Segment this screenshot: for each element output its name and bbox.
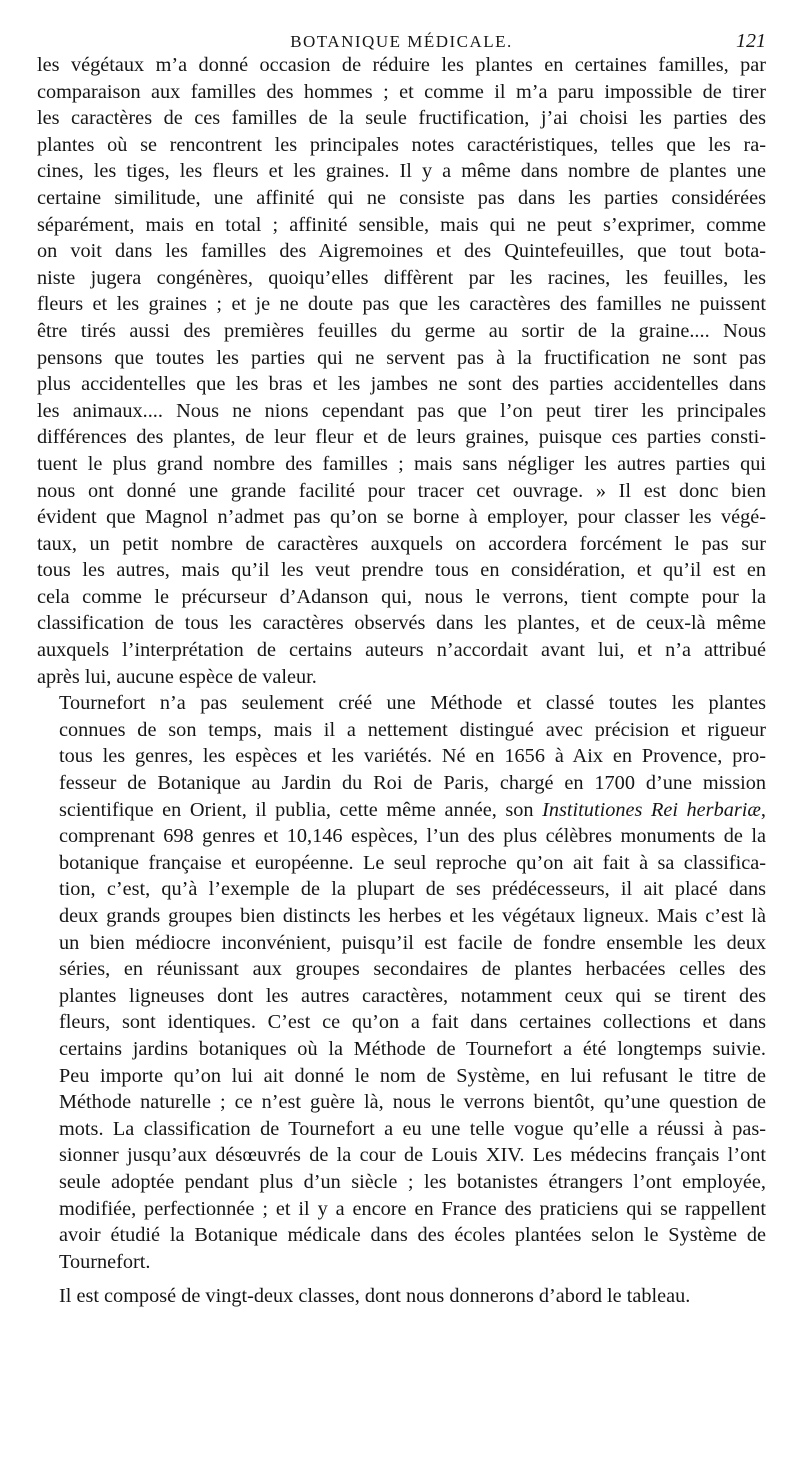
text-line: cines, les tiges, les fleurs et les graines. Il y a même dans nombre de plantes une	[37, 160, 766, 183]
text-line: nous ont donné une grande facilité pour tracer cet ouvrage. » Il est donc bien	[37, 479, 766, 502]
text-line: certains jardins botaniques où la Méthode de Tournefort a été longtemps suivie.	[59, 1037, 766, 1060]
text-line: Peu importe qu’on lui ait donné le nom de Système, en lui refusant le titre de	[59, 1064, 766, 1087]
text-line: fesseur de Botanique au Jardin du Roi de Paris, chargé en 1700 d’une mission	[59, 772, 766, 795]
text-line: cela comme le précurseur d’Adanson qui, nous le verrons, tient compte pour la	[37, 585, 766, 608]
text-line: tuent le plus grand nombre des familles ; mais sans négliger les autres parties qui	[37, 452, 766, 475]
text-line: séries, en réunissant aux groupes secondaires de plantes herbacées celles des	[59, 958, 766, 981]
text-line: Tournefort n’a pas seulement créé une Méthode et classé toutes les plantes	[59, 692, 766, 715]
text-line: classification de tous les caractères observés dans les plantes, et de ceux-là même	[37, 612, 766, 635]
text-line: Il est composé de vingt-deux classes, dont nous donnerons d’abord le tableau.	[59, 1285, 691, 1308]
text-line: modifiée, perfectionnée ; et il y a encore en France des praticiens qui se rappellent	[59, 1197, 766, 1220]
text-line: sionner jusqu’aux désœuvrés de la cour de Louis XIV. Les médecins français l’ont	[59, 1144, 766, 1167]
text-line: Tournefort.	[59, 1250, 151, 1273]
text-line: un bien médiocre inconvénient, puisqu’il est facile de fondre ensemble les deux	[59, 931, 766, 954]
text-line: différences des plantes, de leur fleur et de leurs graines, puisque ces parties consti-	[37, 426, 766, 449]
text-line: évident que Magnol n’admet pas qu’on se borne à employer, pour classer les végé-	[37, 506, 766, 529]
text-line: après lui, aucune espèce de valeur.	[37, 665, 317, 688]
text-line: séparément, mais en total ; affinité sensible, mais qui ne peut s’exprimer, comme	[37, 213, 766, 236]
text-line: avoir étudié la Botanique médicale dans des écoles plantées selon le Système de	[59, 1224, 766, 1247]
text-line: scientifique en Orient, il publia, cette même année, son Institutiones Rei herbariæ,	[59, 798, 766, 821]
text-line: mots. La classification de Tournefort a eu une telle vogue qu’elle a réussi à pas-	[59, 1117, 766, 1140]
text-line: auxquels l’interprétation de certains auteurs n’accordait avant lui, et n’a attribué	[37, 639, 766, 662]
paragraph-magnol-quote	[37, 52, 766, 690]
book-title: Institutiones Rei herbariæ	[542, 798, 761, 821]
text-line: connues de son temps, mais il a nettement distingué avec précision et rigueur	[59, 718, 766, 741]
running-title: BOTANIQUE MÉDICALE.	[290, 32, 513, 51]
text-line: Méthode naturelle ; ce n’est guère là, nous le verrons bientôt, qu’une question de	[59, 1091, 766, 1114]
page-number: 121	[736, 30, 766, 52]
text-line: niste jugera congénères, quoiqu’elles diffèrent par les racines, les feuilles, les	[37, 266, 766, 289]
text-line: on voit dans les familles des Aigremoines et des Quintefeuilles, que tout bota-	[37, 240, 766, 263]
text-line: comparaison aux familles des hommes ; et comme il m’a paru impossible de tirer	[37, 80, 766, 103]
text-line: fleurs, sont identiques. C’est ce qu’on a fait dans certaines collections et dans	[59, 1011, 766, 1034]
text-line: les caractères de ces familles de la seule fructification, j’ai choisi les parties des	[37, 107, 766, 130]
text-line: être tirés aussi des premières feuilles du germe au sortir de la graine.... Nous	[37, 319, 766, 342]
text-line: pensons que toutes les parties qui ne servent pas à la fructification ne sont pas	[37, 346, 766, 369]
text-line: botanique française et européenne. Le seul reproche qu’on ait fait à sa classifica-	[59, 851, 766, 874]
text-line: seule adoptée pendant plus d’un siècle ; les botanistes étrangers l’ont employée,	[59, 1170, 766, 1193]
body-text	[37, 52, 766, 1310]
paragraph-tournefort	[37, 690, 766, 1275]
text-line: deux grands groupes bien distincts les herbes et les végétaux ligneux. Mais c’est là	[59, 905, 766, 927]
text-line: tous les autres, mais qu’il les veut prendre tous en considération, et qu’il est en	[37, 559, 766, 582]
text-line: taux, un petit nombre de caractères auxquels on accordera forcément le pas sur	[37, 532, 766, 555]
paragraph-classes-intro	[37, 1283, 766, 1310]
text-line: plantes où se rencontrent les principales notes caractéristiques, telles que les ra-	[37, 133, 766, 156]
text-line: certaine similitude, une affinité qui ne consiste pas dans les parties considérées	[37, 186, 766, 209]
text-line: les végétaux m’a donné occasion de réduire les plantes en certaines familles, par	[37, 54, 766, 76]
running-head	[37, 24, 766, 52]
text-line: plantes ligneuses dont les autres caractères, notamment ceux qui se tirent des	[59, 984, 766, 1007]
text-line: comprenant 698 genres et 10,146 espèces, l’un des plus célèbres monuments de la	[59, 825, 766, 848]
text-line: tous les genres, les espèces et les variétés. Né en 1656 à Aix en Provence, pro-	[59, 745, 766, 768]
text-line: plus accidentelles que les bras et les jambes ne sont des parties accidentelles dans	[37, 373, 766, 396]
text-line: fleurs et les graines ; et je ne doute pas que les caractères des familles ne puissent	[37, 293, 766, 316]
text-line: les animaux.... Nous ne nions cependant pas que l’on peut tirer les principales	[37, 399, 766, 422]
text-line: tion, c’est, qu’à l’exemple de la plupart de ses prédécesseurs, il ait placé dans	[59, 878, 766, 901]
